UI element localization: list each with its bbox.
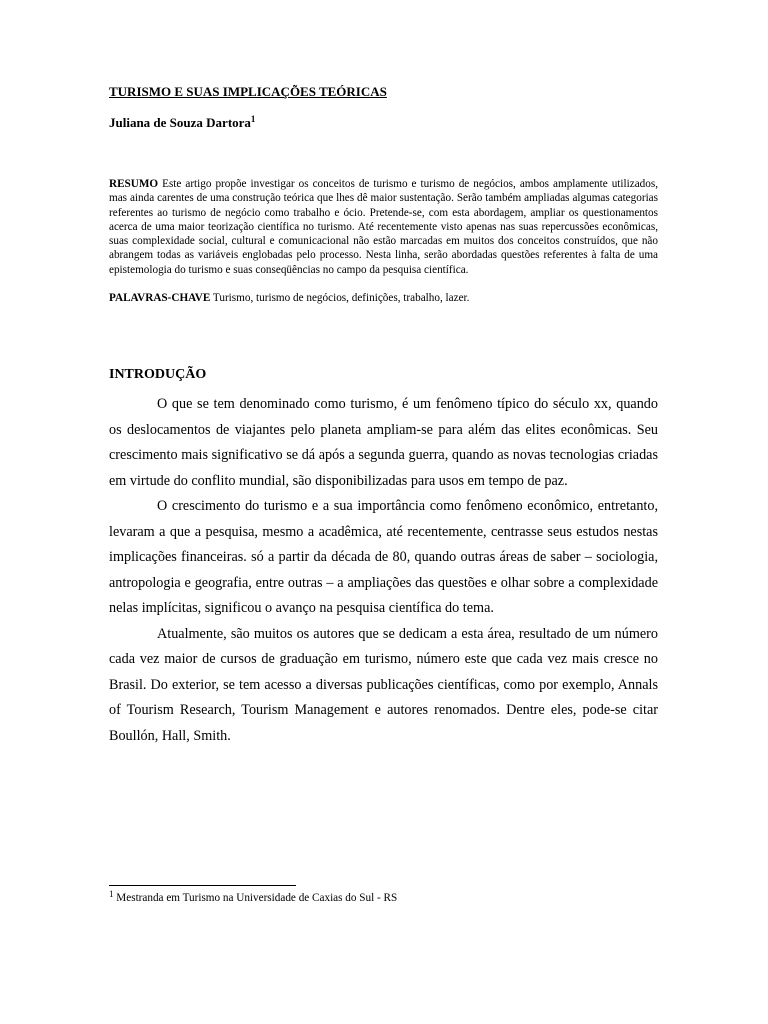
paragraph: Atualmente, são muitos os autores que se dedicam a esta área, resultado de um número cada vez maior de cursos de graduação em turismo, número este que cada vez mais cresce no Brasil. Do exterior, se tem acesso a diversas publicações científicas, como por exemplo, Annals of Tourism Research, Tourism Management e autores renomados. Dentre eles, pode-se citar Boullón, Hall, Smith. — [109, 625, 658, 744]
abstract — [109, 177, 658, 277]
keywords — [109, 291, 658, 305]
author-name: Juliana de Souza Dartora — [109, 115, 251, 130]
footnote-divider — [109, 885, 296, 886]
abstract-text: Este artigo propõe investigar os conceitos de turismo e turismo de negócios, ambos amplamente utilizados, mas ainda carentes de uma construção teórica que lhes dê maior sustentação. Serão também ampliadas algumas categorias referentes ao turismo de negócio como trabalho e ócio. Pretende-se, com esta abordagem, ampliar os questionamentos acerca de uma maior teorização científica no turismo. Até recentemente visto apenas nas suas repercussões econômicas, suas complexidade social, cultural e comunicacional não estão marcadas em muitos dos conceitos construídos, que não abrangem todas as variáveis englobadas pelo processo. Nesta linha, serão abordadas questões referentes à falta de uma epistemologia do turismo e suas conseqüências no campo da pesquisa científica. — [109, 178, 658, 276]
paragraph: O que se tem denominado como turismo, é um fenômeno típico do século xx, quando os deslocamentos de viajantes pelo planeta ampliam-se para além das elites econômicas. Seu crescimento mais significativo se dá após a segunda guerra, quando as novas tecnologias criadas em virtude do conflito mundial, são disponibilizadas para usos em tempo de paz. — [109, 396, 658, 489]
author-line — [109, 114, 658, 131]
keywords-label: PALAVRAS-CHAVE — [109, 292, 211, 305]
abstract-label: RESUMO — [109, 178, 159, 190]
keywords-text: Turismo, turismo de negócios, definições, trabalho, lazer. — [210, 292, 470, 305]
author-footnote-mark: 1 — [250, 114, 256, 124]
section-heading-introduction: INTRODUÇÃO — [109, 367, 207, 383]
footnote-text: Mestranda em Turismo na Universidade de Caxias do Sul - RS — [113, 892, 398, 904]
footnote — [109, 891, 397, 905]
paper-title: TURISMO E SUAS IMPLICAÇÕES TEÓRICAS — [109, 84, 387, 99]
footnote-mark: 1 — [109, 889, 114, 899]
introduction-body — [109, 392, 658, 749]
paragraph: O crescimento do turismo e a sua importância como fenômeno econômico, entretanto, levaram a que a pesquisa, mesmo a acadêmica, até recentemente, centrasse seus estudos nestas implicações financeiras. só a partir da década de 80, quando outras áreas de saber – sociologia, antropologia e geografia, entre outras – a ampliações das questões e olhar sobre a complexidade nelas implícitas, significou o avanço na pesquisa científica do tema. — [109, 498, 658, 617]
paper-page — [109, 83, 658, 749]
